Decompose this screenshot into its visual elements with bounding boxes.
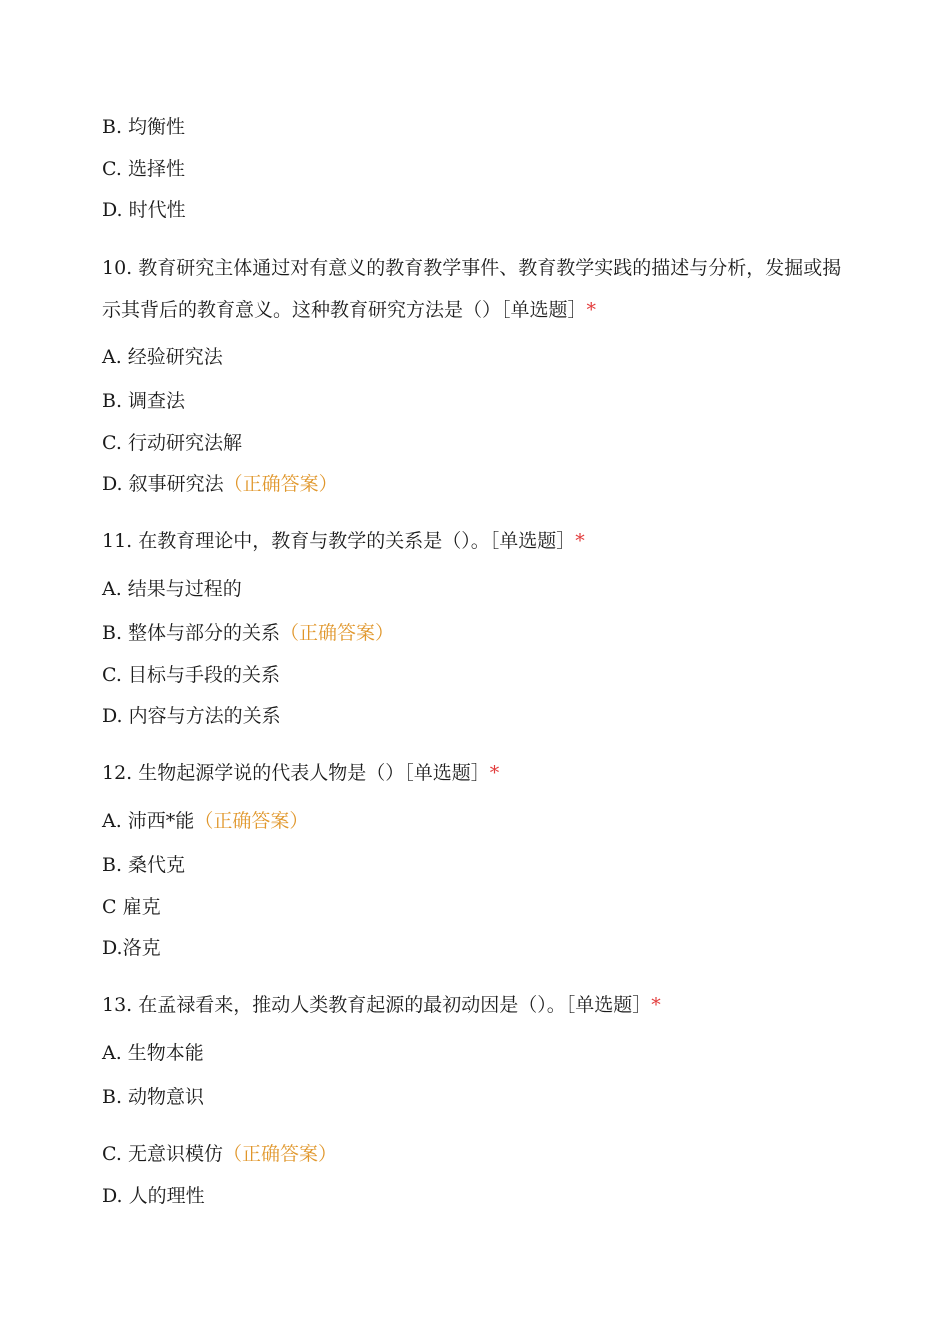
required-star: * <box>489 762 500 784</box>
q12-option-d: D.洛克 <box>102 937 161 959</box>
q12-option-c: C 雇克 <box>102 896 161 918</box>
question-text: 13. 在孟禄看来，推动人类教育起源的最初动因是（）。［单选题］ <box>102 994 652 1016</box>
question-text: 12. 生物起源学说的代表人物是（）［单选题］ <box>102 762 490 784</box>
option-b-prev: B. 均衡性 <box>102 116 186 138</box>
q11-option-b: B. 整体与部分的关系（正确答案） <box>102 622 395 644</box>
q12-option-a: A. 沛西*能（正确答案） <box>102 810 309 832</box>
question-12 <box>102 760 499 786</box>
required-star: * <box>586 299 597 321</box>
question-text: 11. 在教育理论中，教育与教学的关系是（）。［单选题］ <box>102 530 576 552</box>
option-c-prev: C. 选择性 <box>102 158 185 180</box>
option-d-prev: D. 时代性 <box>102 199 186 221</box>
q11-option-a: A. 结果与过程的 <box>102 578 242 600</box>
correct-answer-mark: （正确答案） <box>280 622 395 644</box>
q11-option-d: D. 内容与方法的关系 <box>102 705 281 727</box>
q12-option-b: B. 桑代克 <box>102 854 186 876</box>
required-star: * <box>651 994 661 1016</box>
correct-answer-mark: （正确答案） <box>194 810 309 832</box>
q10-option-d: D. 叙事研究法（正确答案） <box>102 473 338 495</box>
question-10 <box>102 247 842 331</box>
correct-answer-mark: （正确答案） <box>222 1143 337 1165</box>
q13-option-c: C. 无意识模仿（正确答案） <box>102 1143 337 1165</box>
question-text: 10. 教育研究主体通过对有意义的教育教学事件、教育教学实践的描述与分析，发掘或揭示其背后的教育意义。这种教育研究方法是（）［单选题］ <box>102 257 842 321</box>
q10-option-b: B. 调查法 <box>102 390 186 412</box>
question-11 <box>102 528 585 554</box>
q13-option-b: B. 动物意识 <box>102 1086 205 1108</box>
q11-option-c: C. 目标与手段的关系 <box>102 664 280 686</box>
correct-answer-mark: （正确答案） <box>223 473 338 495</box>
q10-option-c: C. 行动研究法解 <box>102 432 242 454</box>
q13-option-a: A. 生物本能 <box>102 1042 204 1064</box>
required-star: * <box>575 530 585 552</box>
q13-option-d: D. 人的理性 <box>102 1185 205 1207</box>
question-13 <box>102 992 661 1018</box>
q10-option-a: A. 经验研究法 <box>102 346 223 368</box>
